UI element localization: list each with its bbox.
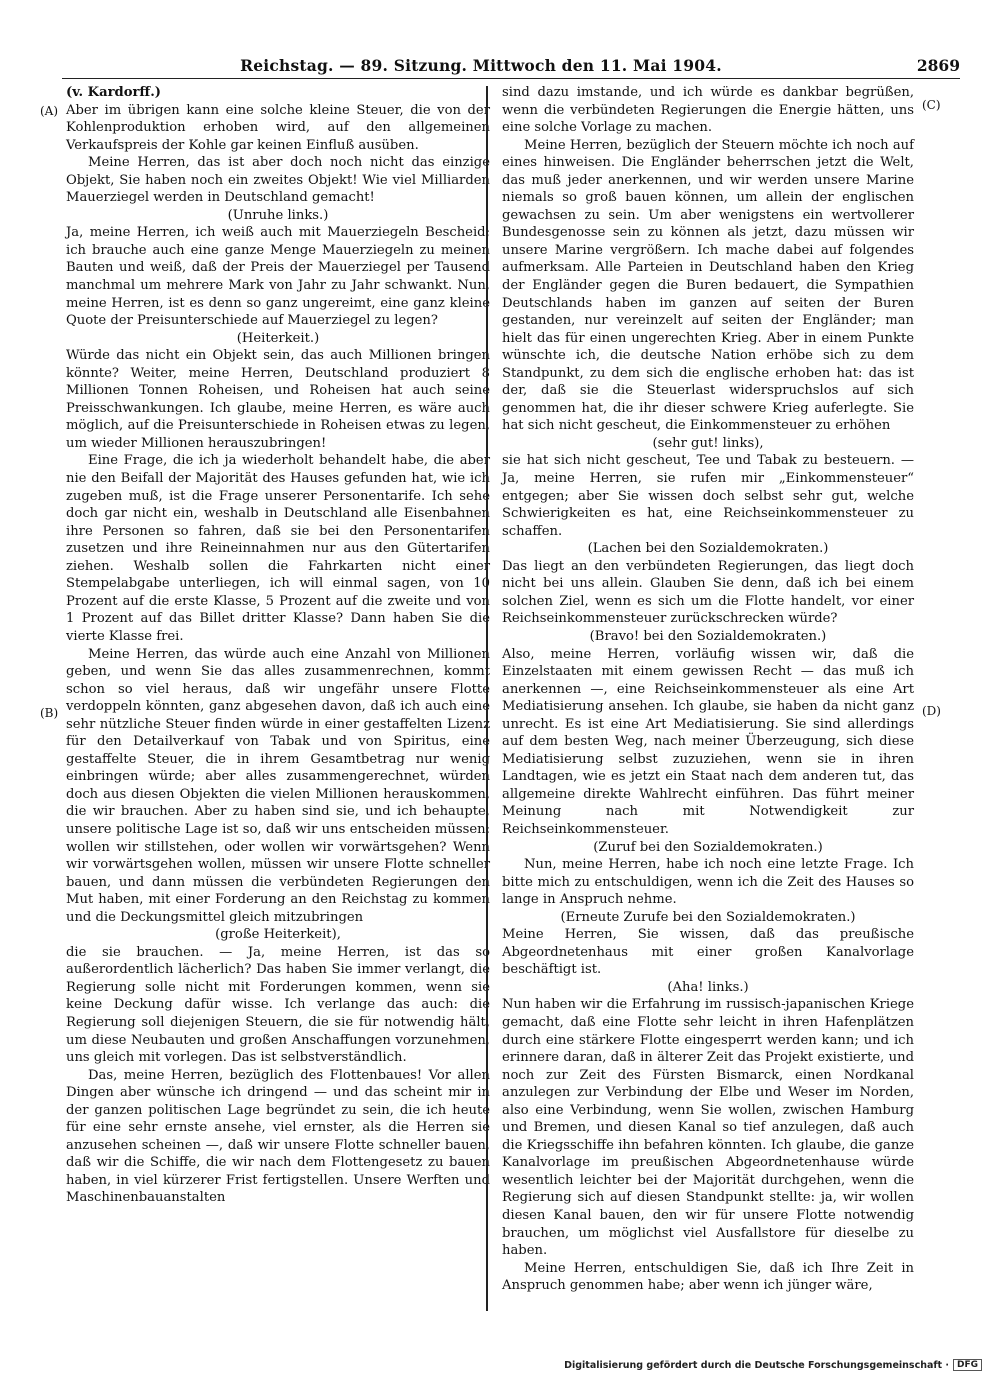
paragraph: Also, meine Herren, vorläufig wissen wir, daß die Einzelstaaten mit einem gewissen Recht — das muß ich anerkennen —, eine Reichseinkommensteuer als eine Art Mediatisierung ansehen. Ich glaube, sie haben da nicht ganz unrecht. Es ist eine Art Mediatisierung. Sie sind allerdings auf dem besten Weg, nach meiner Überzeugung, sich diese Mediatisierung selbst zuzuziehen, wenn sie in ihren Landtagen, wie es jetzt ein Staat nach dem anderen tut, das allgemeine direkte Wahlrecht einführen. Das führt meiner Meinung nach mit Notwendigkeit zur Reichseinkommensteuer. — [502, 646, 914, 837]
paragraph: Meine Herren, das ist aber doch noch nicht das einzige Objekt, Sie haben noch ein zweites Objekt! Wie viel Milliarden Mauerziegel werden in Deutschland gemacht! — [66, 155, 490, 206]
margin-marker-c: (C) — [922, 98, 941, 112]
right-column — [502, 84, 914, 1295]
page-title: Reichstag. — 89. Sitzung. Mittwoch den 11. Mai 1904. — [240, 56, 722, 75]
paragraph: Meine Herren, Sie wissen, daß das preußische Abgeordnetenhaus mit einer großen Kanalvorlage beschäftigt ist. — [502, 927, 914, 978]
paragraph: Würde das nicht ein Objekt sein, das auch Millionen bringen könnte? Weiter, meine Herren, Deutschland produziert 8 Millionen Tonnen Roheisen, und Roheisen hat auch seine Preisschwankungen. Ich glaube, meine Herren, es wäre auch möglich, auf die Preisunterschiede in Roheisen etwas zu legen, um wieder Millionen herauszubringen! — [66, 348, 490, 451]
paragraph: Meine Herren, das würde auch eine Anzahl von Millionen geben, und wenn Sie das alles zusammenrechnen, kommt schon so viel heraus, daß wir ungefähr unsere Flotte verdoppeln könnten, ganz abgesehen davon, daß ich auch eine sehr nützliche Steuer finden würde in einer gestaffelten Lizenz für den Detailverkauf von Tabak und von Spiritus, eine gestaffelte Steuer, die in ihrem Gesamtbetrag nur wenig einbringen würde; aber alles zusammengerechnet, würden doch aus diesen Objekten die vielen Millionen herauskommen, die wir brauchen. Aber zu haben sind sie, und ich behaupte, unsere politische Lage ist so, daß wir uns entscheiden müssen: wollen wir stillstehen, oder wollen wir vorwärtsgehen? Wenn wir vorwärtsgehen wollen, müssen wir unsere Flotte schneller bauen, und dann müssen die verbündeten Regierungen den Mut haben, mit einer Forderung an den Reichstag zu kommen und die Deckungsmittel gleich mitzubringen — [66, 646, 490, 925]
dfg-logo: DFG — [953, 1359, 982, 1371]
speaker-name: (v. Kardorff.) — [66, 85, 161, 100]
interjection: (Bravo! bei den Sozialdemokraten.) — [589, 628, 827, 644]
interjection: (Zuruf bei den Sozialdemokraten.) — [593, 839, 823, 855]
paragraph: Nun haben wir die Erfahrung im russisch-japanischen Kriege gemacht, daß eine Flotte sehr leicht in ihren Hafenplätzen durch eine stärkere Flotte eingesperrt werden kann; und ich erinnere daran, daß in älterer Zeit das Projekt existierte, und noch zur Zeit des Fürsten Bismarck, einen Nordkanal anzulegen zur Verbindung der Elbe und Weser im Norden, also eine Verbindung, wenn Sie wollen, zwischen Hamburg und Bremen, und diesen Kanal so tief anzulegen, daß auch die Kriegsschiffe ihn befahren könnten. Ich glaube, die ganze Kanalvorlage im preußischen Abgeordnetenhause würde wesentlich leichter bei der Majorität durchgehen, wenn die Regierung sich auf diesen Standpunkt stellte: ja, wir wollen diesen Kanal bauen, den wir für unsere Flotte notwendig brauchen, um möglichst viel Ausfallstore für dieselbe zu haben. — [502, 997, 914, 1259]
paragraph: Das liegt an den verbündeten Regierungen, das liegt doch nicht bei uns allein. Glauben Sie denn, daß ich bei einem solchen Ziel, wenn es sich um die Flotte handelt, vor einer Reichseinkommensteuer zurückschrecken würde? — [502, 558, 914, 627]
interjection: (Erneute Zurufe bei den Sozialdemokraten.) — [560, 909, 856, 925]
left-column — [66, 84, 490, 1207]
margin-marker-a: (A) — [40, 104, 59, 118]
paragraph: Aber im übrigen kann eine solche kleine Steuer, die von der Kohlenproduktion erhoben wird, auf den allgemeinen Verkaufspreis der Kohle gar keinen Einfluß ausüben. — [66, 102, 490, 153]
paragraph: sie hat sich nicht gescheut, Tee und Tabak zu besteuern. — Ja, meine Herren, sie rufen mir „Einkommensteuer“ entgegen; aber Sie wissen doch selbst sehr gut, welche Schwierigkeiten es hat, eine Reichseinkommensteuer zu schaffen. — [502, 453, 914, 539]
paragraph: die sie brauchen. — Ja, meine Herren, ist das so außerordentlich lächerlich? Das haben Sie immer verlangt, die Regierung solle nicht mit Forderungen kommen, wenn sie keine Deckung dafür wisse. Ich verlange das auch: die Regierung soll diejenigen Steuern, die sie für notwendig hält, um diese Neubauten und großen Anschaffungen vorzunehmen, uns gleich mit vorlegen. Das ist selbstverständlich. — [66, 944, 490, 1066]
paragraph: Meine Herren, entschuldigen Sie, daß ich Ihre Zeit in Anspruch genommen habe; aber wenn ich jünger wäre, — [502, 1260, 914, 1294]
paragraph: Das, meine Herren, bezüglich des Flottenbaues! Vor allen Dingen aber wünsche ich dringend — und das scheint mir in der ganzen politischen Lage begründet zu sein, die ich heute für eine sehr ernste ansehe, viel ernster, als die Herren sie anzusehen scheinen —, daß wir unsere Flotte schneller bauen, daß wir die Schiffe, die wir nach dem Flottengesetz zu bauen haben, in viel kürzerer Frist fertigstellen. Unsere Werften und Maschinenbauanstalten — [66, 1067, 490, 1206]
interjection: (sehr gut! links), — [652, 435, 764, 451]
column-divider — [486, 86, 488, 1311]
footer-credit — [564, 1359, 982, 1371]
page-header — [62, 52, 960, 79]
interjection: (Lachen bei den Sozialdemokraten.) — [587, 541, 829, 557]
footer-text: Digitalisierung gefördert durch die Deutsche Forschungsgemeinschaft · — [564, 1359, 949, 1371]
page-number: 2869 — [916, 56, 960, 75]
margin-marker-b: (B) — [40, 706, 59, 720]
interjection: (Heiterkeit.) — [236, 330, 320, 346]
paragraph: Eine Frage, die ich ja wiederholt behandelt habe, die aber nie den Beifall der Majorität des Hauses gefunden hat, wie ich zugeben muß, ist die Frage unserer Personentarife. Ich sehe doch gar nicht ein, weshalb in Deutschland alle Eisenbahnen ihre Personen so fahren, daß sie bei den Personentarifen zusetzen und ihre Reineinnahmen nur aus den Gütertarifen ziehen. Weshalb sollen die Fahrkarten nicht einer Stempelabgabe unterliegen, ich will einmal sagen, von 10 Prozent auf die erste Klasse, 5 Prozent auf die zweite und von 1 Prozent auf das Billet dritter Klasse? Dann haben Sie die vierte Klasse frei. — [66, 453, 490, 644]
paragraph: Meine Herren, bezüglich der Steuern möchte ich noch auf eines hinweisen. Die Engländer beherrschen jetzt die Welt, das muß jeder anerkennen, und wir werden unsere Marine niemals so groß bauen können, um allein der englischen gewachsen zu sein. Um aber wenigstens ein wertvollerer Bundesgenosse sein zu können als jetzt, dazu müssen wir unsere Marine vergrößern. Ich mache dabei auf folgendes aufmerksam. Alle Parteien in Deutschland haben den Krieg der Engländer gegen die Buren bedauert, die Sympathien Deutschlands haben im ganzen auf seiten der Buren gestanden, nur vereinzelt auf seiten der Engländer; man hielt das für einen ungerechten Krieg. Aber in einem Punkte wünschte ich, die deutsche Nation erhöbe sich zu dem Standpunkt, zu dem sich die englische erhoben hat: das ist der, daß sie die Steuerlast widerspruchslos auf sich genommen hat, die ihr dieser schwere Krieg auferlegte. Sie hat sich nicht gescheut, die Einkommensteuer zu erhöhen — [502, 137, 914, 434]
paragraph: sind dazu imstande, und ich würde es dankbar begrüßen, wenn die verbündeten Regierungen die Energie hätten, uns eine solche Vorlage zu machen. — [502, 85, 914, 136]
paragraph: Ja, meine Herren, ich weiß auch mit Mauerziegeln Bescheid; ich brauche auch eine ganze Menge Mauerziegeln zu meinen Bauten und weiß, daß der Preis der Mauerziegel per Tausend manchmal um mehrere Mark von Jahr zu Jahr schwankt. Nun, meine Herren, ist es denn so ganz ungereimt, eine ganz kleine Quote der Preisunterschiede auf Mauerziegel zu legen? — [66, 225, 490, 329]
interjection: (Unruhe links.) — [227, 207, 329, 223]
paragraph: Nun, meine Herren, habe ich noch eine letzte Frage. Ich bitte mich zu entschuldigen, wenn ich die Zeit des Hauses so lange in Anspruch nehme. — [502, 857, 914, 908]
interjection: (Aha! links.) — [667, 979, 749, 995]
interjection: (große Heiterkeit), — [215, 927, 341, 943]
margin-marker-d: (D) — [922, 704, 941, 718]
